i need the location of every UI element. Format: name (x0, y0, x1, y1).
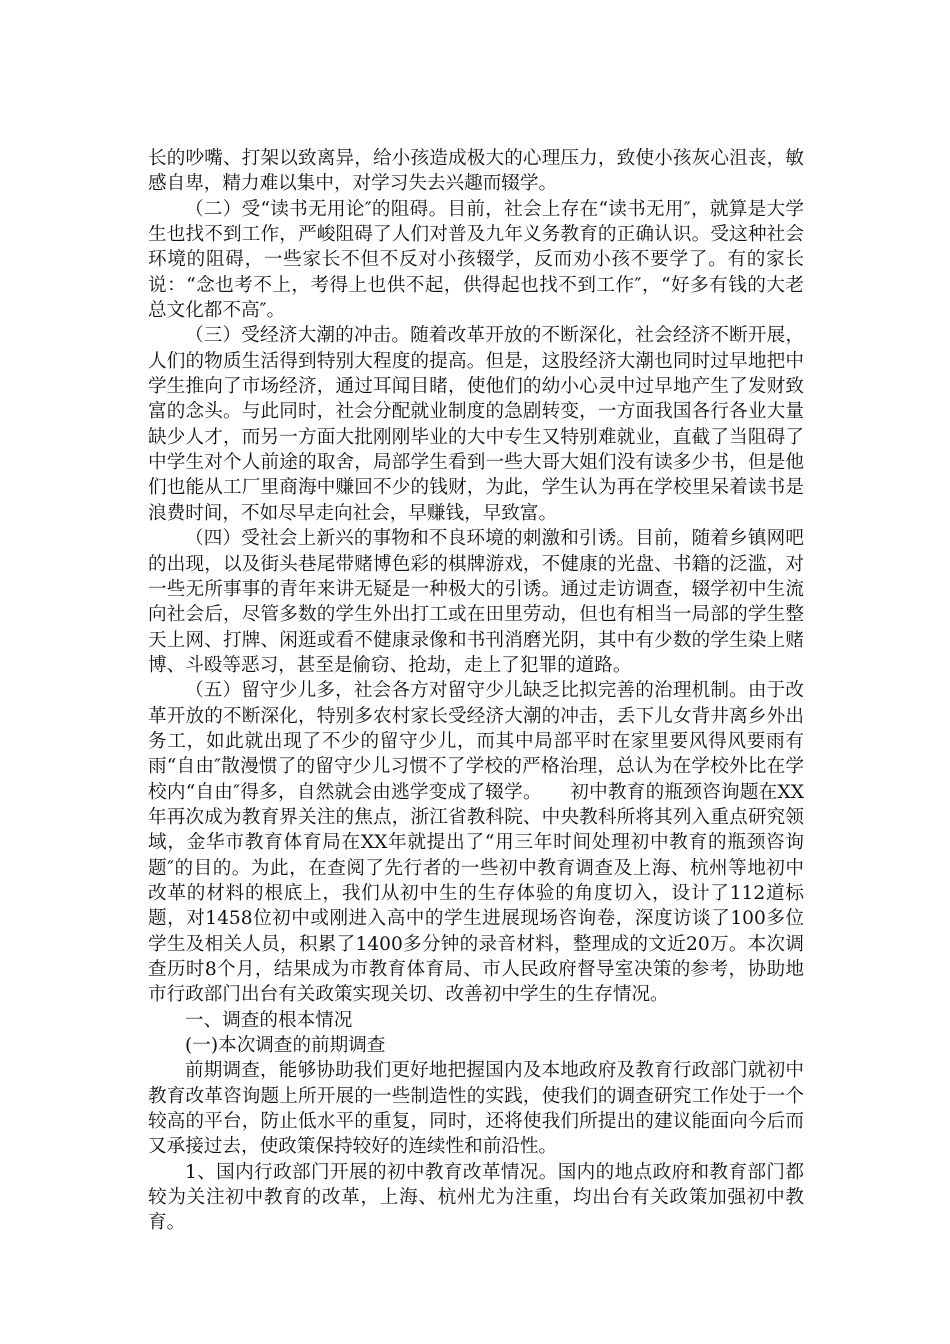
paragraph-reading-useless: （二）受“读书无用论″的阻碍。目前，社会上存在“读书无用″，就算是大学生也找不到工作，严峻阻碍了人们对普及九年义务教育的正确认识。受这种社会环境的阻碍，一些家长不但不反对小孩辍学，反而劝小孩不要学了。有的家长说：“念也考不上，考得上也供不起，供得起也找不到工作″，“好多有钱的大老总文化都不高″。 (148, 198, 804, 322)
paragraph-continuation: 长的吵嘴、打架以致离异，给小孩造成极大的心理压力，致使小孩灰心沮丧，敏感自卑，精力难以集中，对学习失去兴趣而辍学。 (148, 148, 804, 195)
subsection-heading-preliminary-survey: (一)本次调查的前期调查 (185, 1035, 386, 1057)
paragraph-preliminary-survey: 前期调查，能够协助我们更好地把握国内及本地政府及教育行政部门就初中教育改革咨询题上所开展的一些制造性的实践，使我们的调查研究工作处于一个较高的平台，防止低水平的重复，同时，还将使我们所提出的建议能面向今后而又承接过去，使政策保持较好的连续性和前沿性。 (148, 1060, 804, 1158)
document-body (148, 146, 804, 1236)
paragraph-domestic-reform: 1、国内行政部门开展的初中教育改革情况。国内的地点政府和教育部门都较为关注初中教育的改革，上海、杭州尤为注重，均出台有关政策加强初中教育。 (148, 1161, 804, 1234)
paragraph-left-behind-children: （五）留守少儿多，社会各方对留守少儿缺乏比拟完善的治理机制。由于改革开放的不断深化，特别多农村家长受经济大潮的冲击，丢下儿女背井离乡外出务工，如此就出现了不少的留守少儿，而其中局部平时在家里要风得风要雨有雨“自由″散漫惯了的留守少儿习惯不了学校的严格治理，总认为在学校外比在学校内“自由″得多，自然就会由逃学变成了辍学。 初中教育的瓶颈咨询题在XX年再次成为教育界关注的焦点，浙江省教科院、中央教科所将其列入重点研究领域，金华市教育体育局在XX年就提出了“用三年时间处理初中教育的瓶颈咨询题″的目的。为此，在查阅了先行者的一些初中教育调查及上海、杭州等地初中改革的材料的根底上，我们从初中生的生存体验的角度切入，设计了112道标题，对1458位初中或刚进入高中的学生进展现场咨询卷，深度访谈了100多位学生及相关人员，积累了1400多分钟的录音材料，整理成的文近20万。本次调查历时8个月，结果成为市教育体育局、市人民政府督导室决策的参考，协助地市行政部门出台有关政策实现关切、改善初中学生的生存情况。 (148, 680, 804, 1006)
paragraph-social-temptation: （四）受社会上新兴的事物和不良环境的刺激和引诱。目前，随着乡镇网吧的出现，以及街头巷尾带赌博色彩的棋牌游戏，不健康的光盘、书籍的泛滥，对一些无所事事的青年来讲无疑是一种极大的引诱。通过走访调查，辍学初中生流向社会后，尽管多数的学生外出打工或在田里劳动，但也有相当一局部的学生整天上网、打牌、闲逛或看不健康录像和书刊消磨光阴，其中有少数的学生染上赌博、斗殴等恶习，甚至是偷窃、抢劫，走上了犯罪的道路。 (148, 528, 804, 676)
section-heading-basic-situation: 一、调查的根本情况 (185, 1009, 353, 1031)
paragraph-economic-tide: （三）受经济大潮的冲击。随着改革开放的不断深化，社会经济不断开展，人们的物质生活得到特别大程度的提高。但是，这股经济大潮也同时过早地把中学生推向了市场经济，通过耳闻目睹，使他们的幼小心灵中过早地产生了发财致富的念头。与此同时，社会分配就业制度的急剧转变，一方面我国各行各业大量缺少人才，而另一方面大批刚刚毕业的大中专生又特别难就业，直截了当阻碍了中学生对个人前途的取舍，局部学生看到一些大哥大姐们没有读多少书，但是他们也能从工厂里商海中赚回不少的钱财，为此，学生认为再在学校里呆着读书是浪费时间，不如尽早走向社会，早赚钱，早致富。 (148, 325, 804, 524)
